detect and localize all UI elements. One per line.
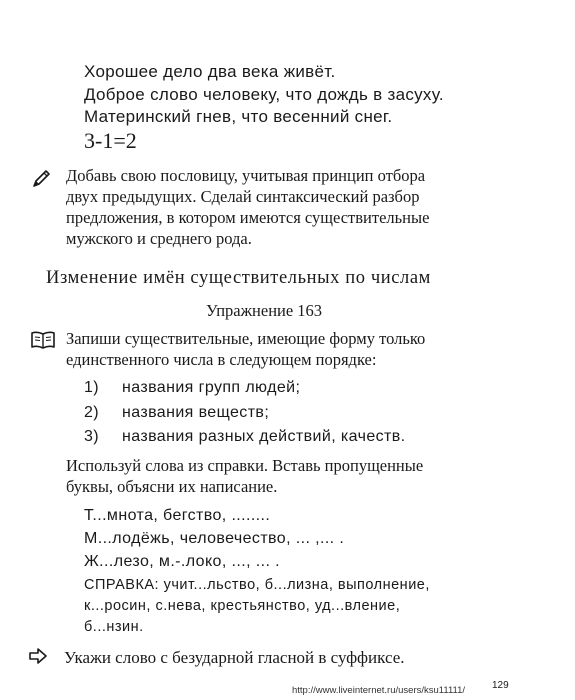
watermark-url[interactable]: http://www.liveinternet.ru/users/ksu11111/ [292,685,466,696]
book-icon [30,330,56,352]
word-line: Т...мнота, бегство, ........ [84,507,271,524]
list-number: 1) [84,379,100,396]
list-number: 3) [84,428,100,445]
task-text-line: Добавь свою пословицу, учитывая принцип отбора [66,166,426,185]
arrow-right-icon [28,648,48,669]
proverb-line: Хорошее дело два века живёт. [84,62,336,81]
instruction-line: буквы, объясни их написание. [66,477,278,496]
instruction-line: Используй слова из справки. Вставь пропущенные [66,456,424,475]
task-text-line: единственного числа в следующем порядке: [66,350,377,369]
task-text-line: предложения, в котором имеются существительные [66,208,430,227]
list-item [84,428,406,446]
proverb-line: Материнский гнев, что весенний снег. [84,107,393,126]
list-item [84,404,269,422]
pencil-icon [30,168,52,190]
section-heading: Изменение имён существительных по числам [46,268,431,288]
task-text-line: двух предыдущих. Сделай синтаксический разбор [66,187,420,206]
list-text: названия разных действий, качеств. [122,428,406,445]
list-text: названия веществ; [122,404,270,421]
list-number: 2) [84,404,100,421]
exercise-title: Упражнение 163 [206,301,323,320]
formula: 3-1=2 [84,128,137,153]
task-text-line: Запиши существительные, имеющие форму только [66,329,426,348]
reference-line: к...росин, с.нева, крестьянство, уд...вление, [84,598,401,614]
word-line: М...лодёжь, человечество, ... ,... . [84,530,345,547]
page-number: 129 [492,680,509,691]
reference-line: б...нзин. [84,619,144,635]
word-line: Ж...лезо, м.-.локо, ..., ... . [84,553,280,570]
list-item [84,379,300,397]
reference-line: СПРАВКА: учит...льство, б...лизна, выполнение, [84,577,430,593]
final-task-text: Укажи слово с безударной гласной в суффиксе. [64,648,405,667]
task-text-line: мужского и среднего рода. [66,229,252,248]
list-text: названия групп людей; [122,379,301,396]
proverb-line: Доброе слово человеку, что дождь в засуху. [84,85,444,104]
